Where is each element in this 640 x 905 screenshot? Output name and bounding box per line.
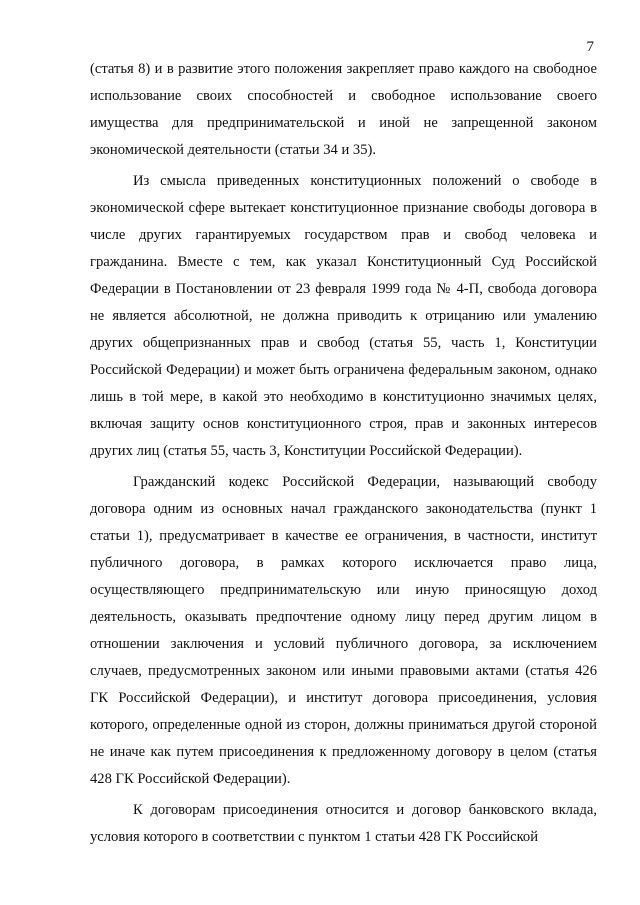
paragraph-continued: (статья 8) и в развитие этого положения закрепляет право каждого на свободное использование своих способностей и свободное использование своего имущества для предпринимательской и иной не запрещенной законом экономической деятельности (статьи 34 и 35).	[90, 61, 597, 158]
paragraph: Гражданский кодекс Российской Федерации, называющий свободу договора одним из основных начал гражданского законодательства (пункт 1 статьи 1), предусматривает в качестве ее ограничения, в частности, институт публичного договора, в рамках которого исключается право лица, осуществляющего предпринимательскую или иную приносящую доход деятельность, оказывать предпочтение одному лицу перед другим лицом в отношении заключения и условий публичного договора, за исключением случаев, предусмотренных законом или иными правовыми актами (статья 426 ГК Российской Федерации), и институт договора присоединения, условия которого, определенные одной из сторон, должны приниматься другой стороной не иначе как путем присоединения к предложенному договору в целом (статья 428 ГК Российской Федерации).	[90, 474, 597, 787]
page-number: 7	[586, 39, 594, 55]
paragraph: Из смысла приведенных конституционных положений о свободе в экономической сфере вытекает конституционное признание свободы договора в числе других гарантируемых государством прав и свобод человека и гражданина. Вместе с тем, как указал Конституционный Суд Российской Федерации в Постановлении от 23 февраля 1999 года № 4-П, свобода договора не является абсолютной, не должна приводить к отрицанию или умалению других общепризнанных прав и свобод (статья 55, часть 1, Конституции Российской Федерации) и может быть ограничена федеральным законом, однако лишь в той мере, в какой это необходимо в конституционно значимых целях, включая защиту основ конституционного строя, прав и законных интересов других лиц (статья 55, часть 3, Конституции Российской Федерации).	[90, 173, 597, 459]
paragraph: К договорам присоединения относится и договор банковского вклада, условия которого в соответствии с пунктом 1 статьи 428 ГК Российской	[90, 802, 597, 845]
body-text	[90, 56, 597, 851]
